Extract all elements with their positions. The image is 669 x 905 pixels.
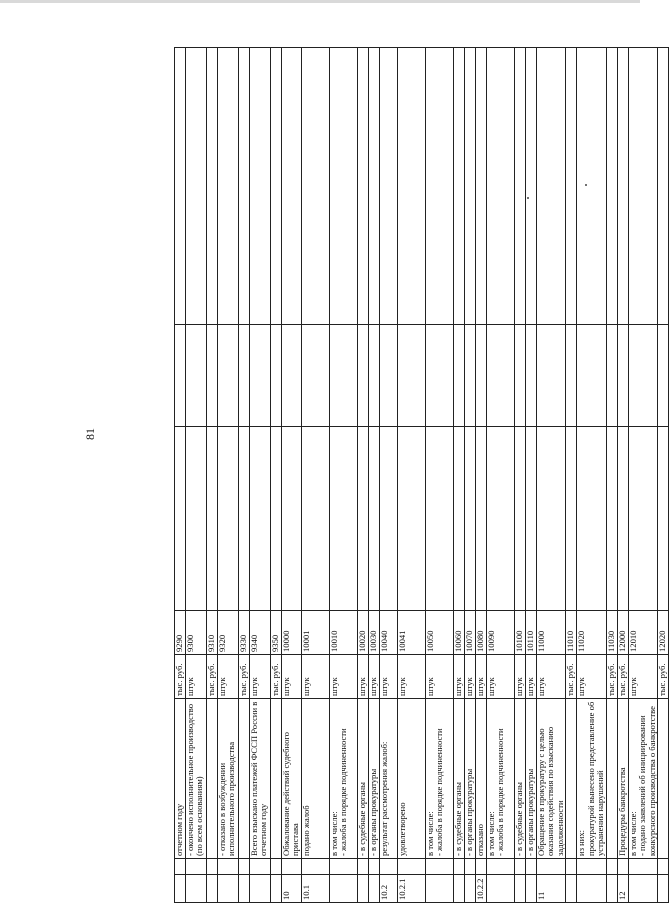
row-number-cell: [175, 875, 186, 903]
indent-cell: [218, 859, 239, 875]
row-number-cell: [357, 875, 368, 903]
row-number-cell: [486, 875, 514, 903]
table-row: [239, 48, 250, 903]
indent-cell: [175, 859, 186, 875]
row-number-cell: [250, 875, 271, 903]
value-cell: [271, 325, 282, 427]
value-cell: [453, 427, 464, 611]
indent-cell: [628, 859, 657, 875]
unit-cell: тыс. руб.: [271, 655, 282, 699]
unit-cell: штук: [250, 655, 271, 699]
row-code-cell: 11030: [606, 611, 617, 655]
indicator-name: - подано заявлений об инициировании конкурсного производства о банкротстве: [637, 706, 657, 856]
value-cell: [577, 325, 606, 427]
row-code-cell: 10020: [357, 611, 368, 655]
value-cell: [301, 427, 329, 611]
row-number-cell: [186, 875, 207, 903]
table-row: [175, 48, 186, 903]
value-cell: [577, 427, 606, 611]
row-code-cell: 10050: [425, 611, 453, 655]
table-row: [186, 48, 207, 903]
row-number-cell: [577, 875, 606, 903]
value-cell: [577, 48, 606, 325]
indent-cell: [282, 859, 302, 875]
indicator-prefix: в том числе:: [424, 811, 435, 856]
value-cell: [301, 325, 329, 427]
row-number-cell: 10.2.2: [475, 875, 486, 903]
unit-cell: штук: [475, 655, 486, 699]
unit-cell: тыс. руб.: [606, 655, 617, 699]
unit-cell: штук: [425, 655, 453, 699]
row-number-cell: 10.2.1: [397, 875, 425, 903]
rotated-table-wrapper: [174, 48, 667, 903]
value-cell: [657, 427, 668, 611]
row-number-cell: 10.2: [379, 875, 397, 903]
row-code-cell: 12020: [657, 611, 668, 655]
indicator-prefix: в том числе:: [485, 811, 496, 856]
table-row: [357, 48, 368, 903]
row-code-cell: 11020: [577, 611, 606, 655]
value-cell: [425, 48, 453, 325]
value-cell: [514, 325, 525, 427]
value-cell: [657, 325, 668, 427]
unit-cell: тыс. руб.: [175, 655, 186, 699]
row-code-cell: 10070: [464, 611, 475, 655]
indent-cell: [464, 859, 475, 875]
row-code-cell: 11000: [536, 611, 565, 655]
value-cell: [628, 427, 657, 611]
value-cell: [218, 427, 239, 611]
indent-cell: [566, 859, 577, 875]
row-number-cell: [453, 875, 464, 903]
report-table: [174, 47, 669, 903]
table-row: [657, 48, 668, 903]
indicator-name-cell: - отказано в возбуждении исполнительного производства: [218, 699, 239, 859]
indicator-prefix: из них:: [576, 829, 587, 856]
indicator-name-cell: [628, 699, 657, 859]
unit-cell: тыс. руб.: [207, 655, 218, 699]
value-cell: [379, 427, 397, 611]
value-cell: [525, 427, 536, 611]
value-cell: [357, 427, 368, 611]
table-row: [606, 48, 617, 903]
value-cell: [628, 48, 657, 325]
value-cell: [218, 48, 239, 325]
indent-cell: [357, 859, 368, 875]
indicator-name-cell: [486, 699, 514, 859]
table-row: [514, 48, 525, 903]
value-cell: [207, 48, 218, 325]
indent-cell: [329, 859, 357, 875]
value-cell: [475, 48, 486, 325]
row-code-cell: 10030: [368, 611, 379, 655]
unit-cell: тыс. руб.: [657, 655, 668, 699]
row-code-cell: 9350: [271, 611, 282, 655]
table-row: [368, 48, 379, 903]
row-number-cell: [514, 875, 525, 903]
value-cell: [464, 427, 475, 611]
value-cell: [425, 325, 453, 427]
value-cell: [357, 48, 368, 325]
indicator-name-cell: [271, 699, 282, 859]
indicator-name-cell: отчетном году: [175, 699, 186, 859]
indicator-name-cell: Всего взыскано платежей ФССП России в отчетном году: [250, 699, 271, 859]
row-number-cell: [368, 875, 379, 903]
value-cell: [514, 48, 525, 325]
value-cell: [186, 48, 207, 325]
value-cell: [329, 48, 357, 325]
value-cell: [175, 325, 186, 427]
value-cell: [379, 48, 397, 325]
unit-cell: штук: [301, 655, 329, 699]
indent-cell: [453, 859, 464, 875]
value-cell: [186, 427, 207, 611]
indicator-name: - жалоба в порядке подчиненности: [495, 728, 506, 856]
row-number-cell: [464, 875, 475, 903]
indent-cell: [368, 859, 379, 875]
row-code-cell: 10000: [282, 611, 302, 655]
value-cell: [250, 48, 271, 325]
value-cell: [397, 325, 425, 427]
indent-cell: [606, 859, 617, 875]
value-cell: [397, 427, 425, 611]
value-cell: [475, 325, 486, 427]
row-number-cell: [566, 875, 577, 903]
table-row: [425, 48, 453, 903]
report-table-body: [175, 48, 669, 903]
indicator-name-cell: - окончено исполнительное производство (по всем основаниям): [186, 699, 207, 859]
indicator-prefix: в том числе:: [627, 811, 638, 856]
value-cell: [536, 427, 565, 611]
row-number-cell: 11: [536, 875, 565, 903]
indent-cell: [301, 859, 329, 875]
indent-cell: [525, 859, 536, 875]
indicator-name-cell: - в органы прокуратуры: [464, 699, 475, 859]
value-cell: [606, 325, 617, 427]
row-number-cell: [425, 875, 453, 903]
row-code-cell: 11010: [566, 611, 577, 655]
value-cell: [525, 325, 536, 427]
value-cell: [536, 325, 565, 427]
row-code-cell: 10040: [379, 611, 397, 655]
value-cell: [282, 48, 302, 325]
row-number-cell: [239, 875, 250, 903]
indicator-name-cell: [425, 699, 453, 859]
unit-cell: тыс. руб.: [239, 655, 250, 699]
indicator-name-cell: [566, 699, 577, 859]
row-code-cell: 10090: [486, 611, 514, 655]
value-cell: [207, 325, 218, 427]
table-row: [271, 48, 282, 903]
value-cell: [617, 325, 628, 427]
value-cell: [207, 427, 218, 611]
row-code-cell: 9300: [186, 611, 207, 655]
indent-cell: [271, 859, 282, 875]
table-row: [525, 48, 536, 903]
indent-cell: [207, 859, 218, 875]
table-row: [301, 48, 329, 903]
row-code-cell: 9290: [175, 611, 186, 655]
table-row: [282, 48, 302, 903]
table-row: [475, 48, 486, 903]
table-row: [329, 48, 357, 903]
scan-speck: [527, 197, 529, 199]
value-cell: [566, 48, 577, 325]
unit-cell: штук: [486, 655, 514, 699]
indicator-name-cell: [577, 699, 606, 859]
row-code-cell: 10080: [475, 611, 486, 655]
row-number-cell: [218, 875, 239, 903]
value-cell: [329, 325, 357, 427]
indicator-name-cell: подано жалоб: [301, 699, 329, 859]
value-cell: [357, 325, 368, 427]
row-code-cell: 10110: [525, 611, 536, 655]
value-cell: [175, 427, 186, 611]
indicator-name-cell: Процедуры банкротства: [617, 699, 628, 859]
scan-speck: [585, 184, 587, 186]
row-code-cell: 10010: [329, 611, 357, 655]
indicator-name-cell: Обращение в прокуратуру с целью оказания содействия по взысканию задолженности: [536, 699, 565, 859]
value-cell: [186, 325, 207, 427]
indicator-name-cell: - в органы прокуратуры: [525, 699, 536, 859]
indicator-name-cell: результат рассмотрения жалоб:: [379, 699, 397, 859]
value-cell: [525, 48, 536, 325]
unit-cell: штук: [397, 655, 425, 699]
row-number-cell: [525, 875, 536, 903]
indicator-name-cell: [606, 699, 617, 859]
unit-cell: штук: [464, 655, 475, 699]
value-cell: [617, 48, 628, 325]
value-cell: [218, 325, 239, 427]
unit-cell: штук: [329, 655, 357, 699]
value-cell: [329, 427, 357, 611]
indicator-name-cell: - в судебные органы: [453, 699, 464, 859]
value-cell: [486, 48, 514, 325]
row-code-cell: 10001: [301, 611, 329, 655]
indent-cell: [475, 859, 486, 875]
table-row: [218, 48, 239, 903]
value-cell: [486, 325, 514, 427]
table-row: [628, 48, 657, 903]
row-number-cell: 12: [617, 875, 628, 903]
row-code-cell: 10041: [397, 611, 425, 655]
indent-cell: [657, 859, 668, 875]
value-cell: [617, 427, 628, 611]
row-code-cell: 12010: [628, 611, 657, 655]
indicator-name-cell: Обжалование действий судебного пристава: [282, 699, 302, 859]
value-cell: [239, 48, 250, 325]
table-row: [464, 48, 475, 903]
table-row: [577, 48, 606, 903]
value-cell: [397, 48, 425, 325]
indicator-name-cell: - в органы прокуратуры: [368, 699, 379, 859]
table-row: [379, 48, 397, 903]
value-cell: [271, 48, 282, 325]
unit-cell: тыс. руб.: [617, 655, 628, 699]
row-code-cell: 9330: [239, 611, 250, 655]
value-cell: [368, 325, 379, 427]
indicator-name: - жалоба в порядке подчиненности: [338, 728, 349, 856]
indicator-prefix: в том числе:: [328, 811, 339, 856]
indicator-name-cell: [657, 699, 668, 859]
row-code-cell: 12000: [617, 611, 628, 655]
indent-cell: [379, 859, 397, 875]
indent-cell: [577, 859, 606, 875]
row-number-cell: [657, 875, 668, 903]
indicator-name-cell: - в судебные органы: [514, 699, 525, 859]
value-cell: [628, 325, 657, 427]
row-number-cell: [207, 875, 218, 903]
value-cell: [301, 48, 329, 325]
indent-cell: [536, 859, 565, 875]
unit-cell: штук: [514, 655, 525, 699]
row-code-cell: 10060: [453, 611, 464, 655]
indicator-name-cell: - в судебные органы: [357, 699, 368, 859]
row-number-cell: [329, 875, 357, 903]
value-cell: [239, 325, 250, 427]
row-number-cell: [271, 875, 282, 903]
indent-cell: [397, 859, 425, 875]
row-number-cell: [606, 875, 617, 903]
value-cell: [368, 48, 379, 325]
row-number-cell: [628, 875, 657, 903]
row-number-cell: 10.1: [301, 875, 329, 903]
value-cell: [250, 427, 271, 611]
table-row: [250, 48, 271, 903]
indicator-name: прокуратурой вынесено представление об устранении нарушений: [585, 701, 606, 856]
indent-cell: [186, 859, 207, 875]
indicator-name-cell: [329, 699, 357, 859]
value-cell: [379, 325, 397, 427]
unit-cell: штук: [218, 655, 239, 699]
value-cell: [368, 427, 379, 611]
scan-edge: [0, 0, 640, 3]
value-cell: [566, 427, 577, 611]
value-cell: [425, 427, 453, 611]
unit-cell: штук: [282, 655, 302, 699]
unit-cell: штук: [453, 655, 464, 699]
table-row: [486, 48, 514, 903]
indent-cell: [514, 859, 525, 875]
indicator-name-cell: отказано: [475, 699, 486, 859]
value-cell: [536, 48, 565, 325]
unit-cell: штук: [379, 655, 397, 699]
indicator-name-cell: удовлетворено: [397, 699, 425, 859]
indent-cell: [250, 859, 271, 875]
unit-cell: штук: [357, 655, 368, 699]
indent-cell: [425, 859, 453, 875]
table-row: [397, 48, 425, 903]
value-cell: [282, 325, 302, 427]
row-number-cell: 10: [282, 875, 302, 903]
value-cell: [239, 427, 250, 611]
value-cell: [175, 48, 186, 325]
value-cell: [282, 427, 302, 611]
value-cell: [566, 325, 577, 427]
value-cell: [453, 48, 464, 325]
unit-cell: штук: [525, 655, 536, 699]
table-row: [207, 48, 218, 903]
value-cell: [606, 48, 617, 325]
indent-cell: [617, 859, 628, 875]
unit-cell: тыс. руб.: [566, 655, 577, 699]
unit-cell: штук: [577, 655, 606, 699]
row-code-cell: 10100: [514, 611, 525, 655]
table-row: [617, 48, 628, 903]
value-cell: [606, 427, 617, 611]
table-row: [453, 48, 464, 903]
unit-cell: штук: [628, 655, 657, 699]
value-cell: [464, 325, 475, 427]
indent-cell: [486, 859, 514, 875]
value-cell: [486, 427, 514, 611]
unit-cell: штук: [186, 655, 207, 699]
page-number: 81: [83, 428, 97, 440]
value-cell: [250, 325, 271, 427]
indicator-name-cell: [239, 699, 250, 859]
unit-cell: штук: [536, 655, 565, 699]
value-cell: [657, 48, 668, 325]
value-cell: [464, 48, 475, 325]
table-row: [536, 48, 565, 903]
value-cell: [475, 427, 486, 611]
value-cell: [453, 325, 464, 427]
row-code-cell: 9310: [207, 611, 218, 655]
row-code-cell: 9320: [218, 611, 239, 655]
row-code-cell: 9340: [250, 611, 271, 655]
indicator-name-cell: [207, 699, 218, 859]
value-cell: [514, 427, 525, 611]
unit-cell: штук: [368, 655, 379, 699]
indent-cell: [239, 859, 250, 875]
value-cell: [271, 427, 282, 611]
indicator-name: - жалоба в порядке подчиненности: [434, 728, 445, 856]
table-row: [566, 48, 577, 903]
